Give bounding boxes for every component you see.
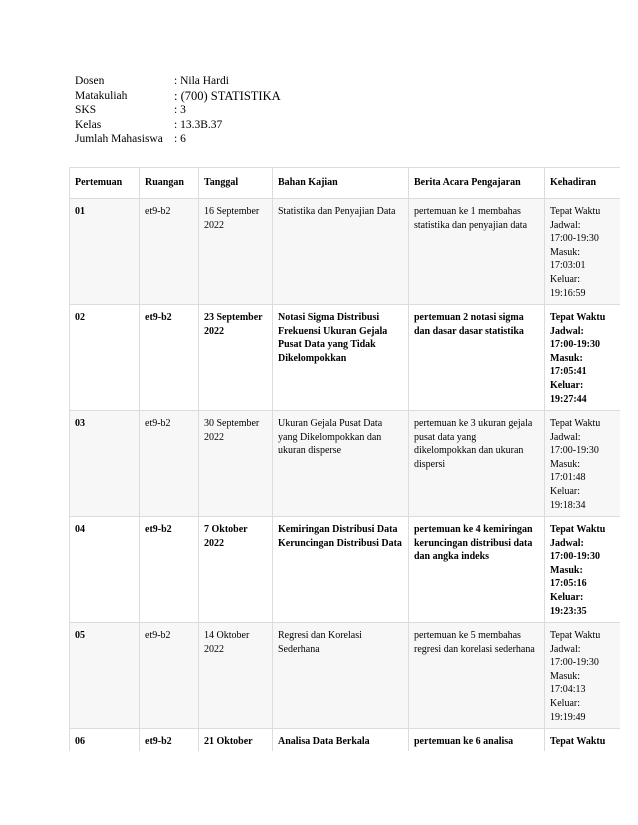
cell-pertemuan: 05 — [70, 623, 140, 729]
cell-bahan-kajian: Analisa Data Berkala — [273, 729, 409, 752]
header-bahan-kajian: Bahan Kajian — [273, 168, 409, 199]
kehadiran-status: Tepat Waktu — [550, 630, 601, 641]
cell-bahan-kajian: Ukuran Gejala Pusat Data yang Dikelompokkan dan ukuran disperse — [273, 411, 409, 517]
header-berita-acara: Berita Acara Pengajaran — [409, 168, 545, 199]
kehadiran-status: Tepat Waktu — [550, 312, 606, 323]
kehadiran-keluar-label: Keluar: — [550, 379, 584, 391]
header-kehadiran: Kehadiran — [545, 168, 621, 199]
cell-berita-acara: pertemuan ke 5 membahas regresi dan korelasi sederhana — [409, 623, 545, 729]
table-row — [70, 729, 621, 752]
kehadiran-masuk-value: 17:01:48 — [550, 472, 586, 484]
cell-bahan-kajian: Kemiringan Distribusi Data Keruncingan Distribusi Data — [273, 517, 409, 623]
info-value: : 3 — [174, 104, 186, 117]
kehadiran-keluar-label: Keluar: — [550, 485, 580, 497]
info-row-dosen — [75, 74, 281, 89]
kehadiran-keluar-label: Keluar: — [550, 273, 580, 285]
kehadiran-masuk-value: 17:04:13 — [550, 684, 586, 696]
info-value: : 13.3B.37 — [174, 118, 223, 131]
kehadiran-keluar-value: 19:27:44 — [550, 393, 587, 405]
kehadiran-masuk-value: 17:05:41 — [550, 366, 587, 378]
table-row — [70, 199, 621, 305]
info-value: : 6 — [174, 133, 186, 146]
cell-tanggal: 21 Oktober — [199, 729, 273, 752]
kehadiran-jadwal-value: 17:00-19:30 — [550, 445, 599, 457]
info-value: : (700) STATISTIKA — [174, 88, 281, 103]
cell-kehadiran — [545, 199, 621, 305]
kehadiran-status: Tepat Waktu — [550, 206, 601, 217]
kehadiran-jadwal-value: 17:00-19:30 — [550, 657, 599, 669]
cell-ruangan: et9-b2 — [140, 199, 199, 305]
kehadiran-keluar-value: 19:16:59 — [550, 287, 586, 299]
kehadiran-masuk-label: Masuk: — [550, 246, 580, 258]
kehadiran-keluar-label: Keluar: — [550, 591, 584, 603]
info-row-matakuliah — [75, 89, 281, 104]
kehadiran-keluar-value: 19:19:49 — [550, 711, 586, 723]
cell-bahan-kajian: Notasi Sigma Distribusi Frekuensi Ukuran Gejala Pusat Data yang Tidak Dikelompokkan — [273, 305, 409, 411]
header-ruangan: Ruangan — [140, 168, 199, 199]
kehadiran-jadwal-value: 17:00-19:30 — [550, 233, 599, 245]
kehadiran-jadwal-label: Jadwal: — [550, 431, 581, 443]
cell-ruangan: et9-b2 — [140, 623, 199, 729]
header-tanggal: Tanggal — [199, 168, 273, 199]
info-row-sks — [75, 103, 281, 118]
kehadiran-masuk-label: Masuk: — [550, 564, 583, 576]
cell-berita-acara: pertemuan ke 6 analisa — [409, 729, 545, 752]
kehadiran-keluar-value: 19:18:34 — [550, 499, 586, 511]
kehadiran-masuk-value: 17:03:01 — [550, 260, 586, 272]
cell-tanggal: 14 Oktober 2022 — [199, 623, 273, 729]
table-header-row — [70, 168, 621, 199]
info-value: : Nila Hardi — [174, 75, 229, 87]
cell-bahan-kajian: Regresi dan Korelasi Sederhana — [273, 623, 409, 729]
kehadiran-jadwal-label: Jadwal: — [550, 219, 581, 231]
info-row-kelas — [75, 118, 281, 133]
course-info — [75, 74, 281, 147]
cell-pertemuan: 02 — [70, 305, 140, 411]
cell-kehadiran — [545, 517, 621, 623]
kehadiran-keluar-label: Keluar: — [550, 697, 580, 709]
cell-berita-acara: pertemuan 2 notasi sigma dan dasar dasar statistika — [409, 305, 545, 411]
kehadiran-jadwal-label: Jadwal: — [550, 537, 584, 549]
attendance-table-wrapper — [69, 167, 620, 751]
info-label: Kelas — [75, 118, 102, 131]
table-row — [70, 623, 621, 729]
info-label: Matakuliah — [75, 89, 128, 102]
info-label: SKS — [75, 104, 97, 117]
cell-tanggal: 16 September 2022 — [199, 199, 273, 305]
cell-ruangan: et9-b2 — [140, 517, 199, 623]
cell-tanggal: 30 September 2022 — [199, 411, 273, 517]
cell-ruangan: et9-b2 — [140, 411, 199, 517]
kehadiran-status: Tepat Waktu — [550, 736, 606, 747]
table-row — [70, 411, 621, 517]
cell-pertemuan: 06 — [70, 729, 140, 752]
kehadiran-masuk-label: Masuk: — [550, 352, 583, 364]
table-row — [70, 517, 621, 623]
cell-kehadiran — [545, 305, 621, 411]
cell-kehadiran — [545, 729, 621, 752]
attendance-table — [69, 167, 620, 751]
table-row — [70, 305, 621, 411]
cell-ruangan: et9-b2 — [140, 729, 199, 752]
cell-pertemuan: 01 — [70, 199, 140, 305]
kehadiran-jadwal-label: Jadwal: — [550, 325, 584, 337]
info-label: Jumlah Mahasiswa — [75, 133, 163, 146]
kehadiran-masuk-label: Masuk: — [550, 670, 580, 682]
cell-berita-acara: pertemuan ke 4 kemiringan keruncingan distribusi data dan angka indeks — [409, 517, 545, 623]
kehadiran-masuk-value: 17:05:16 — [550, 578, 587, 590]
kehadiran-masuk-label: Masuk: — [550, 458, 580, 470]
cell-tanggal: 23 September 2022 — [199, 305, 273, 411]
kehadiran-jadwal-label: Jadwal: — [550, 643, 581, 655]
header-pertemuan: Pertemuan — [70, 168, 140, 199]
cell-tanggal: 7 Oktober 2022 — [199, 517, 273, 623]
cell-pertemuan: 04 — [70, 517, 140, 623]
cell-pertemuan: 03 — [70, 411, 140, 517]
info-label: Dosen — [75, 75, 105, 87]
cell-ruangan: et9-b2 — [140, 305, 199, 411]
kehadiran-jadwal-value: 17:00-19:30 — [550, 551, 600, 563]
cell-kehadiran — [545, 411, 621, 517]
kehadiran-status: Tepat Waktu — [550, 524, 606, 535]
kehadiran-status: Tepat Waktu — [550, 418, 601, 429]
cell-bahan-kajian: Statistika dan Penyajian Data — [273, 199, 409, 305]
kehadiran-keluar-value: 19:23:35 — [550, 605, 587, 617]
info-row-jumlah-mahasiswa — [75, 132, 281, 147]
cell-berita-acara: pertemuan ke 1 membahas statistika dan penyajian data — [409, 199, 545, 305]
cell-kehadiran — [545, 623, 621, 729]
cell-berita-acara: pertemuan ke 3 ukuran gejala pusat data yang dikelompokkan dan ukuran dispersi — [409, 411, 545, 517]
kehadiran-jadwal-value: 17:00-19:30 — [550, 339, 600, 351]
